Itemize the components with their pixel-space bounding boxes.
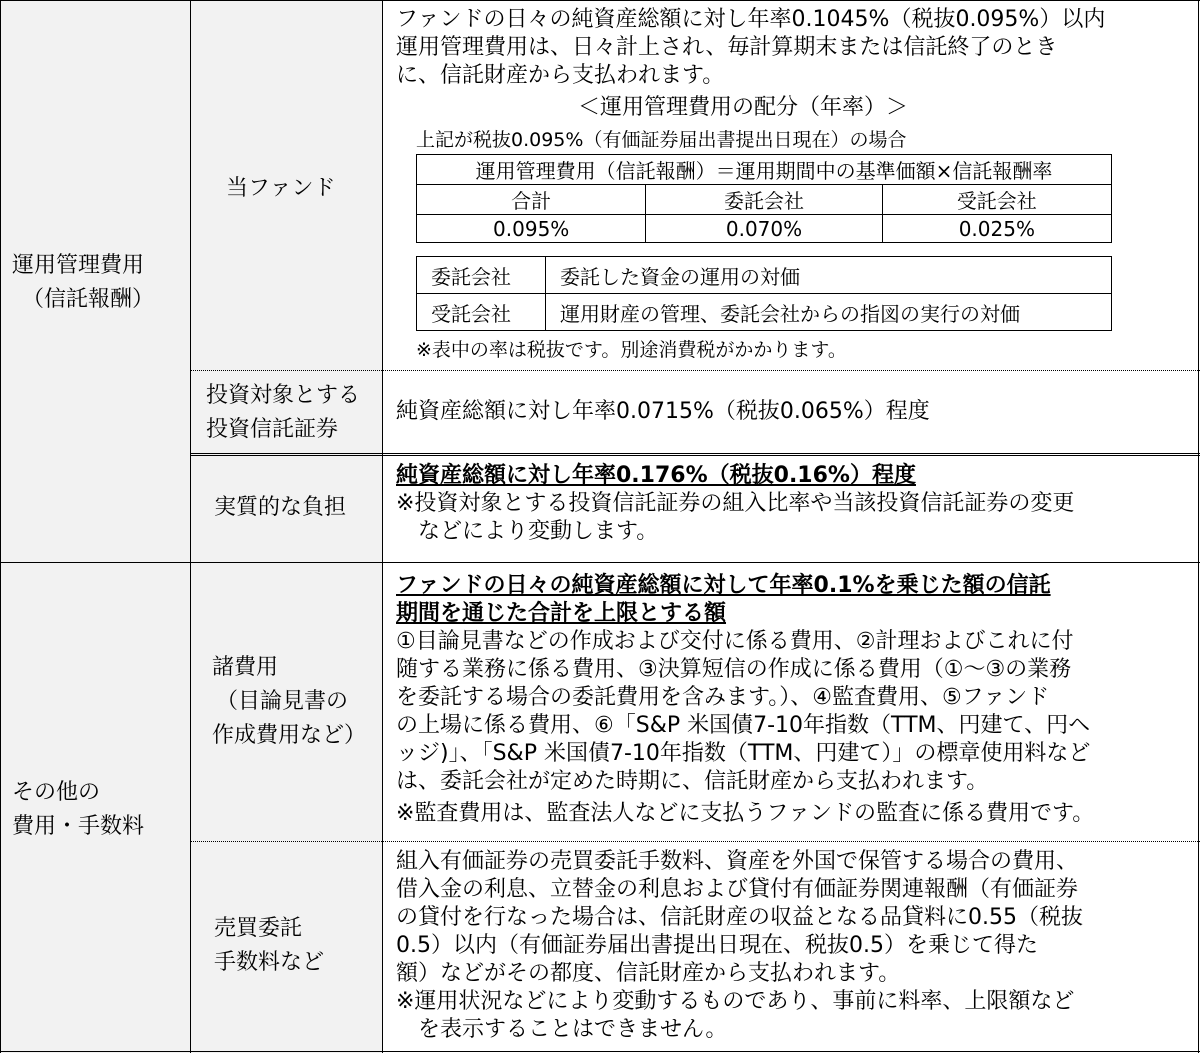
table-footnote: ※表中の率は税抜です。別途消費税がかかります。: [416, 339, 847, 361]
text-line: 組入有価証券の売買委託手数料、資産を外国で保管する場合の費用、: [396, 849, 1079, 874]
row-label-line: 売買委託: [214, 916, 303, 941]
border-bottom: [0, 1051, 1200, 1052]
text-line: の上場に係る費用、⑥「S&P 米国債7-10年指数（TTM、円建て、円ヘ: [396, 713, 1091, 738]
effective-burden-text: [396, 462, 1074, 546]
text-line: 純資産総額に対し年率0.0715%（税抜0.065%）程度: [396, 399, 930, 424]
row-label-line: 手数料など: [214, 950, 325, 975]
text-line: ※運用状況などにより変動するものであり、事前に料率、上限額など: [396, 989, 1075, 1014]
table-row: [417, 257, 1112, 294]
allocation-title: ＜運用管理費用の配分（年率）＞: [578, 95, 909, 120]
allocation-table-header: 運用管理費用（信託報酬）＝運用期間中の基準価額×信託報酬率: [417, 155, 1112, 185]
emphasis-line: 純資産総額に対し年率0.176%（税抜0.16%）程度: [396, 463, 916, 488]
row-label-line: 諸費用: [212, 655, 279, 680]
row-label-line: 作成費用など）: [212, 723, 367, 748]
section-label-line: その他の: [12, 780, 101, 805]
section-label-management-fee: [12, 249, 154, 317]
text-line: ※投資対象とする投資信託証券の組入比率や当該投資信託証券の変更: [396, 491, 1075, 516]
text-line: 随する業務に係る費用、③決算短信の作成に係る費用（①～③の業務: [396, 657, 1072, 682]
text-line: 額）などがその都度、信託財産から支払われます。: [396, 961, 901, 986]
table-row: [417, 215, 1112, 243]
border-top: [0, 0, 1200, 1]
row-label-effective-burden: [214, 491, 346, 525]
text-line: ※監査費用は、監査法人などに支払うファンドの監査に係る費用です。: [396, 801, 1095, 826]
table-cell: 0.025%: [882, 215, 1111, 243]
text-line: は、委託会社が定めた時期に、信託財産から支払われます。: [396, 769, 989, 794]
column-header: 合計: [417, 185, 646, 215]
divider-col-2: [382, 0, 383, 1053]
role-table: [416, 256, 1112, 331]
table-row: [417, 294, 1112, 331]
text-line: 0.5）以内（有価証券届出書提出日現在、税抜0.5）を乗じて得た: [396, 933, 1038, 958]
section-label-line: 費用・手数料: [12, 814, 145, 839]
text-line: ファンドの日々の純資産総額に対し年率0.1045%（税抜0.095%）以内: [396, 7, 1106, 32]
emphasis-line: 期間を通じた合計を上限とする額: [396, 601, 727, 626]
allocation-note: 上記が税抜0.095%（有価証券届出書提出日現在）の場合: [416, 129, 907, 151]
section-label-line: （信託報酬）: [22, 287, 155, 312]
investment-target-text: [396, 398, 930, 426]
misc-expenses-text: [396, 572, 1094, 828]
text-line: などにより変動します。: [396, 519, 659, 544]
left-column-bg: [0, 0, 190, 1053]
middle-column-bg: [190, 0, 382, 1053]
border-left: [0, 0, 1, 1053]
row-label-line: （目論見書の: [216, 689, 349, 714]
emphasis-line: ファンドの日々の純資産総額に対して年率0.1%を乗じた額の信託: [396, 573, 1051, 598]
divider-row-double: [190, 453, 1200, 456]
text-line: に、信託財産から支払われます。: [396, 63, 725, 88]
table-row: [417, 155, 1112, 185]
trading-commission-text: [396, 848, 1083, 1044]
row-label-investment-target: [206, 379, 360, 447]
column-header: 委託会社: [646, 185, 882, 215]
text-line: 運用管理費用は、日々計上され、毎計算期末または信託終了のとき: [396, 35, 1058, 60]
column-header: 受託会社: [882, 185, 1111, 215]
divider-row-dotted-2: [190, 841, 1200, 842]
table-cell: 委託会社: [417, 257, 546, 294]
section-label-line: 運用管理費用: [12, 253, 145, 278]
text-line: を表示することはできません。: [396, 1017, 728, 1042]
text-line: ッジ)」、「S&P 米国債7-10年指数（TTM、円建て）」の標章使用料など: [396, 741, 1091, 766]
row-label-line: 投資対象とする: [206, 383, 361, 408]
text-line: の貸付を行なった場合は、信託財産の収益となる品貸料に0.55（税抜: [396, 905, 1083, 930]
table-cell: 受託会社: [417, 294, 546, 331]
row-label-misc-expenses: [212, 651, 366, 753]
divider-row-dotted-1: [190, 370, 1200, 371]
row-label-this-fund: [226, 172, 336, 206]
row-label-line: 実質的な負担: [214, 495, 347, 520]
divider-section: [0, 562, 1200, 563]
this-fund-text: [396, 6, 1105, 90]
table-cell: 委託した資金の運用の対価: [546, 257, 1112, 294]
section-label-other-fees: [12, 776, 144, 844]
text-line: を委託する場合の委託費用を含みます。）、④監査費用、⑤ファンド: [396, 685, 1050, 710]
row-label-line: 投資信託証券: [206, 417, 339, 442]
divider-col-1: [190, 0, 191, 1053]
text-line: ①目論見書などの作成および交付に係る費用、②計理およびこれに付: [396, 629, 1074, 654]
table-cell: 0.070%: [646, 215, 882, 243]
text-line: 借入金の利息、立替金の利息および貸付有価証券関連報酬（有価証券: [396, 877, 1079, 902]
table-row: [417, 185, 1112, 215]
table-cell: 運用財産の管理、委託会社からの指図の実行の対価: [546, 294, 1112, 331]
row-label-trading-commission: [214, 912, 324, 980]
allocation-table: [416, 154, 1112, 243]
border-right: [1198, 0, 1199, 1053]
table-cell: 0.095%: [417, 215, 646, 243]
row-label-line: 当ファンド: [226, 176, 336, 201]
